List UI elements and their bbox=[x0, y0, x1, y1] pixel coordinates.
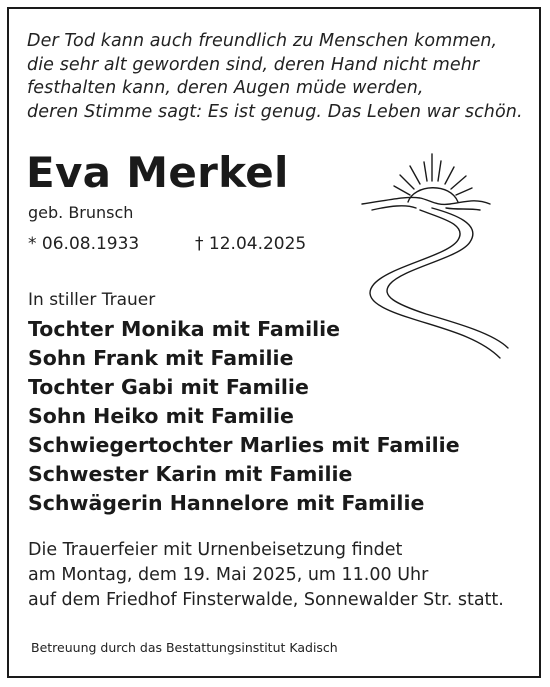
mourner-entry: Schwester Karin mit Familie bbox=[28, 462, 353, 486]
funeral-details bbox=[28, 538, 504, 613]
life-dates bbox=[28, 234, 307, 254]
funeral-line: Die Trauerfeier mit Urnenbeisetzung findet bbox=[28, 540, 403, 560]
poem-line: deren Stimme sagt: Es ist genug. Das Leben war schön. bbox=[27, 101, 523, 122]
poem-line: die sehr alt geworden sind, deren Hand nicht mehr bbox=[27, 54, 480, 75]
birth-date: * 06.08.1933 bbox=[28, 234, 140, 254]
mourner-entry: Schwiegertochter Marlies mit Familie bbox=[28, 433, 460, 457]
mourners-list bbox=[28, 315, 460, 518]
death-date: † 12.04.2025 bbox=[195, 234, 307, 254]
poem-line: festhalten kann, deren Augen müde werden, bbox=[27, 78, 424, 98]
mourner-entry: Schwägerin Hannelore mit Familie bbox=[28, 491, 425, 515]
deceased-name: Eva Merkel bbox=[26, 148, 289, 197]
mourner-entry: Sohn Frank mit Familie bbox=[28, 346, 294, 370]
mourning-intro: In stiller Trauer bbox=[28, 290, 156, 310]
poem-line: Der Tod kann auch freundlich zu Menschen kommen, bbox=[27, 31, 498, 51]
funeral-line: am Montag, dem 19. Mai 2025, um 11.00 Uhr bbox=[28, 565, 429, 585]
mourner-entry: Sohn Heiko mit Familie bbox=[28, 404, 294, 428]
funeral-line: auf dem Friedhof Finsterwalde, Sonnewalder Str. statt. bbox=[28, 590, 504, 610]
birth-name: geb. Brunsch bbox=[28, 203, 134, 222]
funeral-home-credit: Betreuung durch das Bestattungsinstitut Kadisch bbox=[31, 640, 338, 655]
poem bbox=[27, 30, 527, 124]
mourner-entry: Tochter Monika mit Familie bbox=[28, 317, 341, 341]
mourner-entry: Tochter Gabi mit Familie bbox=[28, 375, 309, 399]
